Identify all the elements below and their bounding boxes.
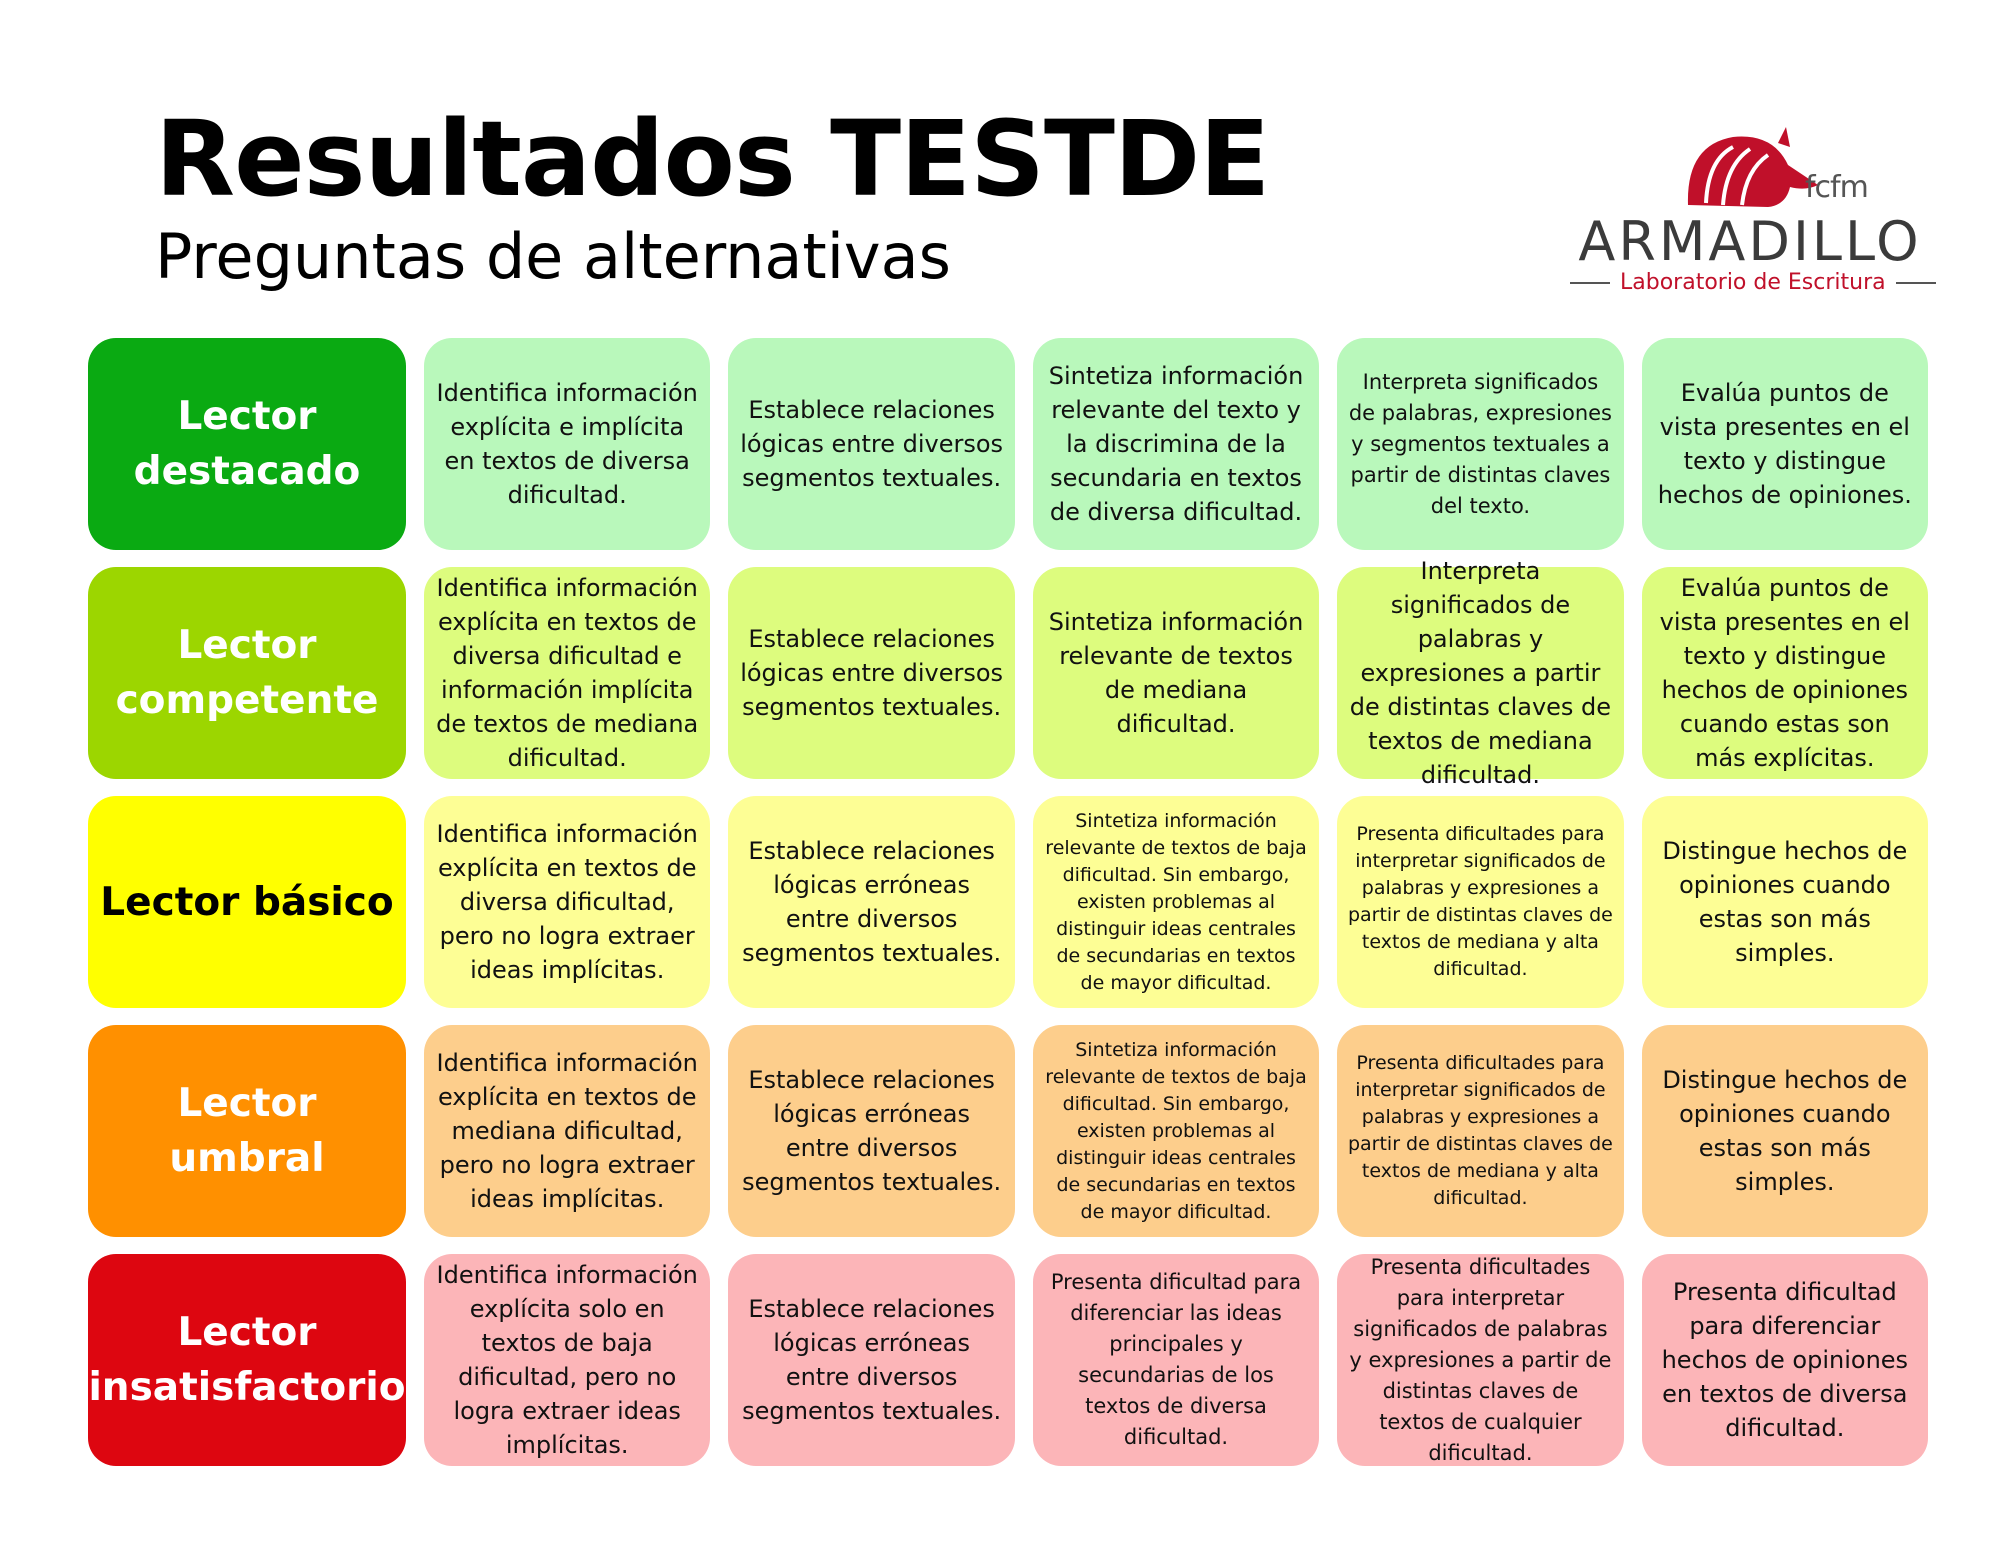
fcfm-mark: fcfm bbox=[1805, 170, 1868, 205]
results-grid bbox=[88, 338, 1928, 1483]
skill-cell: Presenta dificultades para interpretar significados de palabras y expresiones a partir de distintas claves de textos de cualquier dificultad. bbox=[1337, 1254, 1623, 1466]
skill-cell: Identifica información explícita en textos de mediana dificultad, pero no logra extraer ideas implícitas. bbox=[424, 1025, 710, 1237]
skill-cell: Interpreta significados de palabras y expresiones a partir de distintas claves de textos de mediana dificultad. bbox=[1337, 567, 1623, 779]
skill-cell: Presenta dificultad para diferenciar las ideas principales y secundarias de los textos de diversa dificultad. bbox=[1033, 1254, 1319, 1466]
level-label: Lector básico bbox=[88, 796, 406, 1008]
skill-cell: Evalúa puntos de vista presentes en el texto y distingue hechos de opiniones cuando estas son más explícitas. bbox=[1642, 567, 1928, 779]
skill-cell: Sintetiza información relevante de textos de mediana dificultad. bbox=[1033, 567, 1319, 779]
logo-brand: ARMADILLO bbox=[1578, 210, 1922, 273]
armadillo-logo bbox=[1560, 125, 1940, 300]
level-row-basico bbox=[88, 796, 1928, 1008]
skill-cell: Presenta dificultades para interpretar significados de palabras y expresiones a partir de distintas claves de textos de mediana y alta dificultad. bbox=[1337, 1025, 1623, 1237]
level-label: Lector insatisfactorio bbox=[88, 1254, 406, 1466]
page-subtitle: Preguntas de alternativas bbox=[155, 220, 951, 293]
skill-cell: Establece relaciones lógicas erróneas entre diversos segmentos textuales. bbox=[728, 796, 1014, 1008]
skill-cell: Establece relaciones lógicas entre diversos segmentos textuales. bbox=[728, 338, 1014, 550]
skill-cell: Sintetiza información relevante del texto y la discrimina de la secundaria en textos de diversa dificultad. bbox=[1033, 338, 1319, 550]
skill-cell: Establece relaciones lógicas erróneas entre diversos segmentos textuales. bbox=[728, 1254, 1014, 1466]
skill-cell: Establece relaciones lógicas erróneas entre diversos segmentos textuales. bbox=[728, 1025, 1014, 1237]
level-row-destacado bbox=[88, 338, 1928, 550]
skill-cell: Evalúa puntos de vista presentes en el texto y distingue hechos de opiniones. bbox=[1642, 338, 1928, 550]
skill-cell: Sintetiza información relevante de textos de baja dificultad. Sin embargo, existen problemas al distinguir ideas centrales de secundarias en textos de mayor dificultad. bbox=[1033, 1025, 1319, 1237]
skill-cell: Identifica información explícita en textos de diversa dificultad, pero no logra extraer ideas implícitas. bbox=[424, 796, 710, 1008]
skill-cell: Identifica información explícita solo en textos de baja dificultad, pero no logra extraer ideas implícitas. bbox=[424, 1254, 710, 1466]
level-label: Lector competente bbox=[88, 567, 406, 779]
skill-cell: Sintetiza información relevante de textos de baja dificultad. Sin embargo, existen problemas al distinguir ideas centrales de secundarias en textos de mayor dificultad. bbox=[1033, 796, 1319, 1008]
level-row-competente bbox=[88, 557, 1928, 789]
skill-cell: Distingue hechos de opiniones cuando estas son más simples. bbox=[1642, 796, 1928, 1008]
skill-cell: Identifica información explícita e implícita en textos de diversa dificultad. bbox=[424, 338, 710, 550]
skill-cell: Presenta dificultad para diferenciar hechos de opiniones en textos de diversa dificultad. bbox=[1642, 1254, 1928, 1466]
logo-tagline: Laboratorio de Escritura bbox=[1560, 270, 1940, 295]
page-title: Resultados TESTDE bbox=[155, 98, 1270, 220]
skill-cell: Presenta dificultades para interpretar significados de palabras y expresiones a partir de distintas claves de textos de mediana y alta dificultad. bbox=[1337, 796, 1623, 1008]
skill-cell: Establece relaciones lógicas entre diversos segmentos textuales. bbox=[728, 567, 1014, 779]
level-row-umbral bbox=[88, 1025, 1928, 1237]
skill-cell: Distingue hechos de opiniones cuando estas son más simples. bbox=[1642, 1025, 1928, 1237]
skill-cell: Identifica información explícita en textos de diversa dificultad e información implícita de textos de mediana dificultad. bbox=[424, 567, 710, 779]
level-row-insatisfactorio bbox=[88, 1254, 1928, 1466]
level-label: Lector umbral bbox=[88, 1025, 406, 1237]
level-label: Lector destacado bbox=[88, 338, 406, 550]
skill-cell: Interpreta significados de palabras, expresiones y segmentos textuales a partir de distintas claves del texto. bbox=[1337, 338, 1623, 550]
